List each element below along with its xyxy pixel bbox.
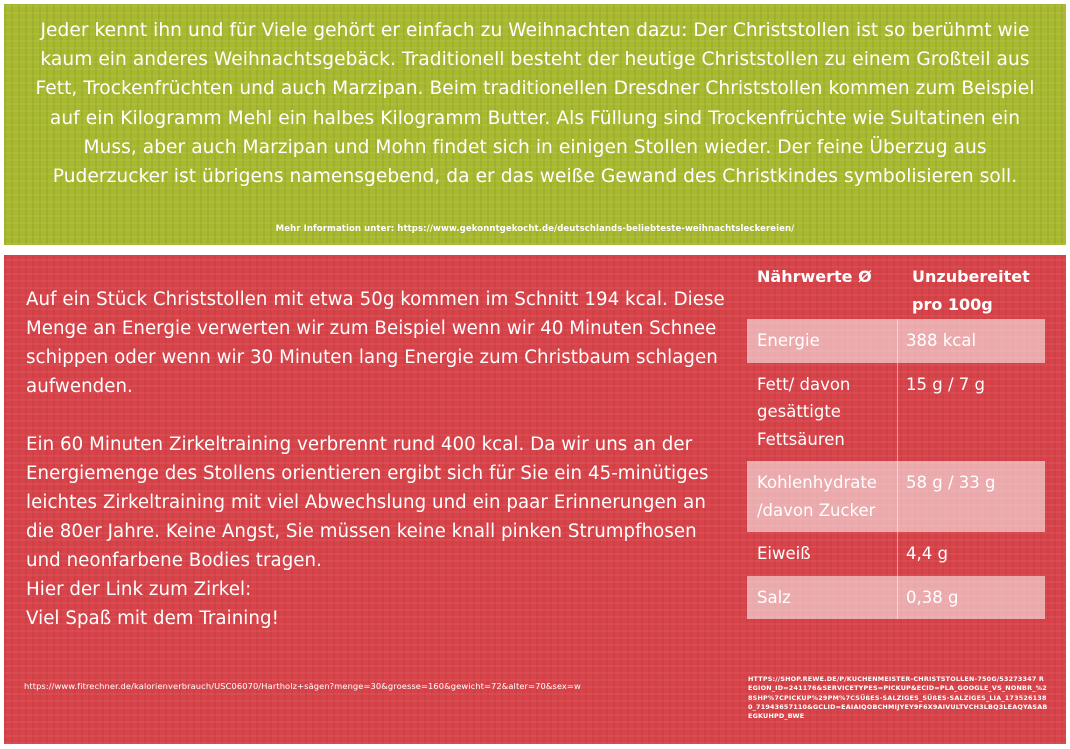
nutrition-header-label: Nährwerte Ø [757, 267, 872, 286]
nutrition-table-header [747, 263, 1045, 319]
nutrition-row-energie [747, 319, 1045, 363]
nutrition-row-label: Energie [757, 331, 820, 350]
nutrition-row-label: Kohlenhydrate /davon Zucker [757, 473, 877, 520]
nutrition-source-link[interactable]: HTTPS://SHOP.REWE.DE/P/KUCHENMEISTER-CHRISTSTOLLEN-750G/53273347 REGION_ID=241176&SERVICETYPES=PICKUP&ECID=PLA_GOOGLE_VS_NONBR_%28SHP%7CPICKUP%29PM%7CSÜßES-SALZIGES_SÜßES-SALZIGES_LIA_1735261380_71943657110&GCLID=EAIAIQOBCHMIJYEY9F6X9AIVULTVCH3LBQ3LEAQYASABEGKUHPD_BWE [748, 675, 1048, 721]
nutrition-row-fett [747, 363, 1045, 462]
nutrition-row-label: Fett/ davon gesättigte Fettsäuren [757, 374, 851, 449]
nutrition-table [747, 263, 1045, 619]
nutrition-header-value: Unzubereitet pro 100g [912, 267, 1030, 314]
main-panel [4, 255, 1066, 744]
nutrition-row-value: 4,4 g [897, 532, 1045, 576]
main-text: Auf ein Stück Christstollen mit etwa 50g kommen im Schnitt 194 kcal. Diese Menge an Energie verwerten wir zum Beispiel wenn wir 40 Minuten Schnee schippen oder wenn wir 30 Minuten lang Energie zum Christbaum schlagen aufwenden. Ein 60 Minuten Zirkeltraining verbrennt rund 400 kcal. Da wir uns an der Energiemenge des Stollens orientieren ergibt sich für Sie ein 45-minütiges leichtes Zirkeltraining mit viel Abwechslung und ein paar Erinnerungen an die 80er Jahre. Keine Angst, Sie müssen keine knall pinken Strumpfhosen und neonfarbene Bodies tragen. Hier der Link zum Zirkel: Viel Spaß mit dem Training! [26, 289, 725, 629]
nutrition-row-value: 58 g / 33 g [897, 461, 1045, 532]
nutrition-row-value: 15 g / 7 g [897, 363, 1045, 462]
nutrition-row-eiweiss [747, 532, 1045, 576]
nutrition-row-label: Salz [757, 587, 791, 607]
nutrition-row-kohlenhydrate [747, 461, 1045, 532]
nutrition-row-value: 388 kcal [897, 319, 1045, 363]
nutrition-row-salz [747, 576, 1045, 620]
intro-panel [4, 4, 1066, 245]
training-link[interactable]: https://www.fitrechner.de/kalorienverbrauch/USC06070/Hartholz+sägen?menge=30&groesse=160&gewicht=72&alter=70&sex=w [24, 681, 581, 691]
intro-text: Jeder kennt ihn und für Viele gehört er einfach zu Weihnachten dazu: Der Christstollen ist so berühmt wie kaum ein anderes Weihnachtsgebäck. Traditionell besteht der heutige Christstollen zu einem Großteil aus Fett, Trockenfrüchten und auch Marzipan. Beim traditionellen Dresdner Christstollen kommen zum Beispiel auf ein Kilogramm Mehl ein halbes Kilogramm Butter. Als Füllung sind Trockenfrüchte wie Sultatinen ein Muss, aber auch Marzipan und Mohn findet sich in einigen Stollen wieder. Der feine Überzug aus Puderzucker ist übrigens namensgebend, da er das weiße Gewand des Christkindes symbolisieren soll. [35, 20, 1035, 188]
intro-source-link[interactable]: Mehr Information unter: https://www.gekonntgekocht.de/deutschlands-beliebteste-weihnachtsleckereien/ [275, 224, 795, 234]
nutrition-row-value: 0,38 g [897, 576, 1045, 620]
nutrition-row-label: Eiweiß [757, 544, 811, 563]
